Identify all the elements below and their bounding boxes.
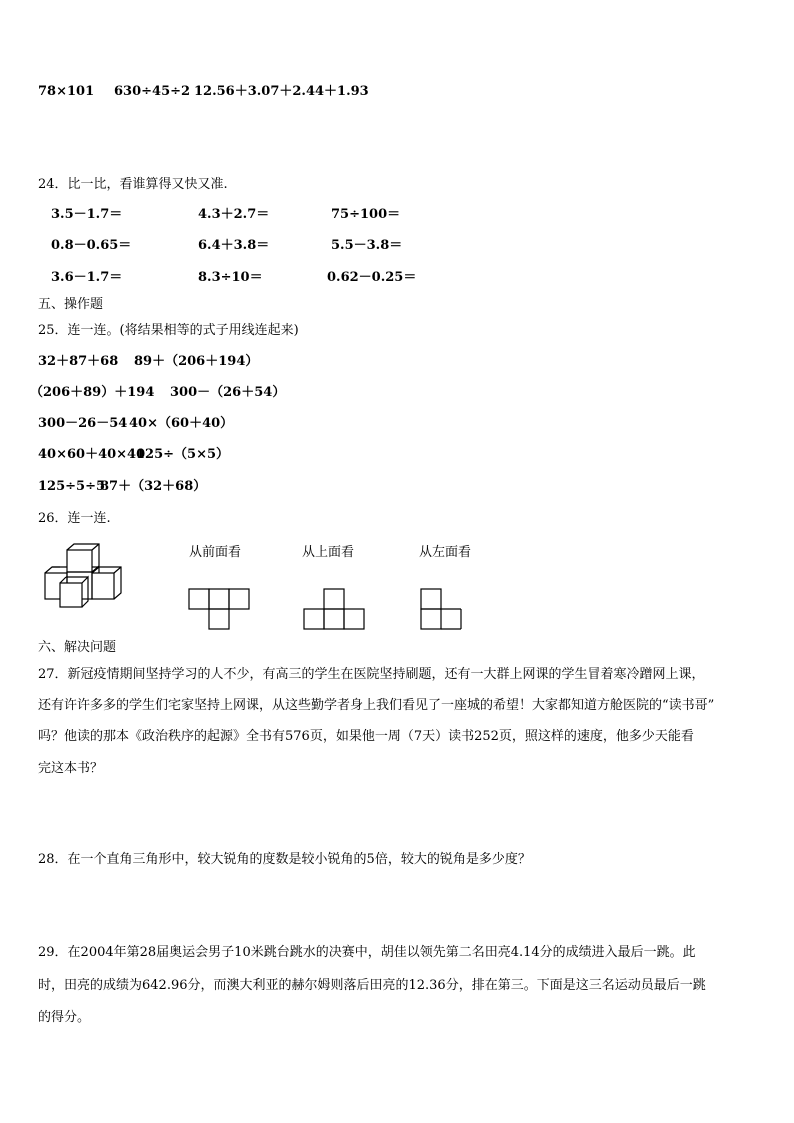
- cube-figure: [42, 543, 124, 611]
- calc-expression-2: 630÷45÷2: [114, 84, 191, 99]
- q24-item: 0.62－0.25＝: [327, 270, 417, 285]
- q27-line: 吗？他读的那本《政治秩序的起源》全书有576页，如果他一周（7天）读书252页，照这样的速度，他多少天能看: [38, 729, 694, 744]
- calc-expression-3: 12.56＋3.07＋2.44＋1.93: [194, 84, 369, 99]
- view-label-front: 从前面看: [189, 545, 242, 560]
- q24-item: 75÷100＝: [331, 207, 401, 222]
- q25-left-item: 32＋87＋68: [38, 354, 119, 369]
- q24-item: 5.5－3.8＝: [331, 238, 403, 253]
- q27-line: 完这本书？: [38, 761, 104, 776]
- view-label-left: 从左面看: [419, 545, 472, 560]
- left-view-shape: [420, 588, 466, 630]
- q24-item: 0.8－0.65＝: [51, 238, 132, 253]
- q28-text: 28．在一个直角三角形中，较大锐角的度数是较小锐角的5倍，较大的锐角是多少度？: [38, 852, 531, 867]
- q25-right-item: 89＋（206＋194）: [134, 354, 259, 369]
- q24-item: 3.6－1.7＝: [51, 270, 123, 285]
- q25-title: 25．连一连。(将结果相等的式子用线连起来): [38, 323, 299, 338]
- q25-left-item: 300－26－54: [38, 416, 128, 431]
- q25-right-item: 300－（26＋54）: [170, 385, 286, 400]
- calc-expression-1: 78×101: [38, 84, 95, 99]
- top-view-shape: [303, 588, 369, 630]
- q24-title: 24．比一比，看谁算得又快又准.: [38, 177, 228, 192]
- q29-line: 时，田亮的成绩为642.96分，而澳大利亚的赫尔姆则落后田亮的12.36分，排在第三。下面是这三名运动员最后一跳: [38, 978, 706, 993]
- q27-line: 还有许许多多的学生们宅家坚持上网课，从这些勤学者身上我们看见了一座城的希望！大家都知道方舱医院的“读书哥”: [38, 698, 715, 713]
- q27-line: 27．新冠疫情期间坚持学习的人不少，有高三的学生在医院坚持刷题，还有一大群上网课的学生冒着寒冷蹭网上课，: [38, 667, 705, 682]
- q24-item: 4.3＋2.7＝: [198, 207, 270, 222]
- q25-right-item: 87＋（32＋68）: [100, 479, 207, 494]
- front-view-shape: [188, 588, 254, 630]
- q24-item: 3.5－1.7＝: [51, 207, 123, 222]
- q25-right-item: 125÷（5×5）: [136, 447, 230, 462]
- section-heading: 五、操作题: [38, 297, 104, 312]
- q26-title: 26．连一连.: [38, 511, 111, 526]
- q25-left-item: 40×60＋40×40: [38, 447, 146, 462]
- view-label-top: 从上面看: [302, 545, 355, 560]
- q29-line: 29．在2004年第28届奥运会男子10米跳台跳水的决赛中，胡佳以领先第二名田亮4.14分的成绩进入最后一跳。此: [38, 945, 696, 960]
- q25-left-item: 125÷5÷5: [38, 479, 106, 494]
- section-heading: 六、解决问题: [38, 640, 117, 655]
- q25-left-item: （206＋89）＋194: [30, 385, 155, 400]
- q25-right-item: 40×（60＋40）: [129, 416, 234, 431]
- q24-item: 8.3÷10＝: [198, 270, 263, 285]
- q29-line: 的得分。: [38, 1010, 91, 1025]
- q24-item: 6.4＋3.8＝: [198, 238, 270, 253]
